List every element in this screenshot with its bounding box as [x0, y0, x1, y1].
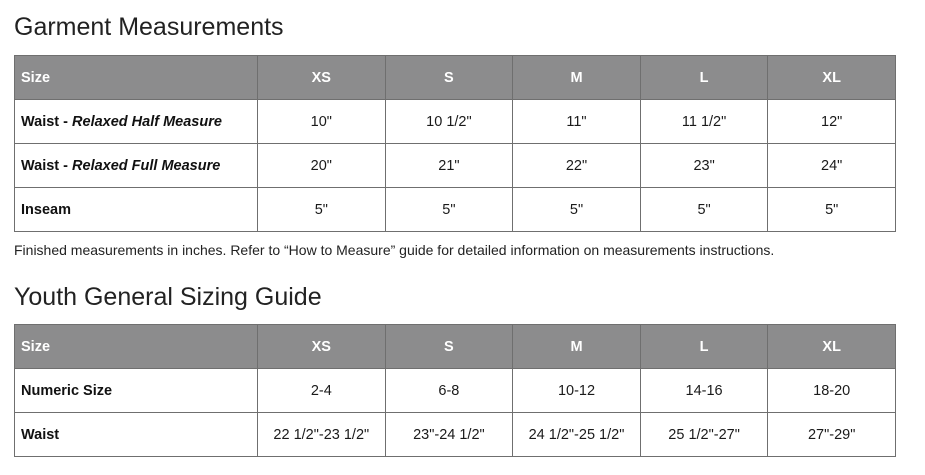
- row-label-numeric-size: Numeric Size: [15, 369, 258, 413]
- table-cell: 10 1/2": [385, 100, 513, 144]
- table-row: [15, 100, 896, 144]
- header-cell-size: Size: [15, 325, 258, 369]
- youth-sizing-title: Youth General Sizing Guide: [14, 283, 322, 311]
- table-row: [15, 413, 896, 457]
- row-label-waist-half: [15, 100, 258, 144]
- header-cell-s: S: [385, 325, 513, 369]
- table-cell: 27"-29": [768, 413, 896, 457]
- table-cell: 5": [640, 188, 768, 232]
- row-label-emphasis: Relaxed Half Measure: [72, 113, 222, 130]
- table-cell: 5": [385, 188, 513, 232]
- header-cell-size: Size: [15, 56, 258, 100]
- table-cell: 11 1/2": [640, 100, 768, 144]
- table-cell: 14-16: [640, 369, 768, 413]
- table-cell: 2-4: [258, 369, 386, 413]
- header-cell-m: M: [513, 325, 641, 369]
- garment-measurements-title: Garment Measurements: [14, 13, 284, 41]
- garment-measurements-table: [14, 55, 896, 232]
- table-cell: 23"-24 1/2": [385, 413, 513, 457]
- header-cell-s: S: [385, 56, 513, 100]
- row-label-main: Inseam: [21, 201, 71, 218]
- table-cell: 5": [513, 188, 641, 232]
- table-row: [15, 144, 896, 188]
- header-cell-xl: XL: [768, 325, 896, 369]
- table-cell: 18-20: [768, 369, 896, 413]
- table-header-row: [15, 325, 896, 369]
- row-label-main: Waist -: [21, 157, 73, 174]
- youth-sizing-table: [14, 324, 896, 457]
- row-label-waist-full: [15, 144, 258, 188]
- table-cell: 23": [640, 144, 768, 188]
- header-cell-m: M: [513, 56, 641, 100]
- table-row: [15, 188, 896, 232]
- table-row: [15, 369, 896, 413]
- table-cell: 5": [258, 188, 386, 232]
- table-cell: 10-12: [513, 369, 641, 413]
- row-label-emphasis: Relaxed Full Measure: [72, 157, 221, 174]
- row-label-inseam: [15, 188, 258, 232]
- table-cell: 20": [258, 144, 386, 188]
- row-label-main: Waist -: [21, 113, 73, 130]
- header-cell-xs: XS: [258, 325, 386, 369]
- header-cell-xs: XS: [258, 56, 386, 100]
- header-cell-xl: XL: [768, 56, 896, 100]
- table-cell: 24": [768, 144, 896, 188]
- measurements-note: Finished measurements in inches. Refer to “How to Measure” guide for detailed information on measurements instructions.: [14, 242, 775, 258]
- table-cell: 6-8: [385, 369, 513, 413]
- table-cell: 5": [768, 188, 896, 232]
- table-cell: 22 1/2"-23 1/2": [258, 413, 386, 457]
- table-cell: 12": [768, 100, 896, 144]
- table-cell: 11": [513, 100, 641, 144]
- table-cell: 22": [513, 144, 641, 188]
- table-cell: 25 1/2"-27": [640, 413, 768, 457]
- table-cell: 24 1/2"-25 1/2": [513, 413, 641, 457]
- header-cell-l: L: [640, 56, 768, 100]
- table-cell: 21": [385, 144, 513, 188]
- header-cell-l: L: [640, 325, 768, 369]
- table-cell: 10": [258, 100, 386, 144]
- row-label-waist: Waist: [15, 413, 258, 457]
- table-header-row: [15, 56, 896, 100]
